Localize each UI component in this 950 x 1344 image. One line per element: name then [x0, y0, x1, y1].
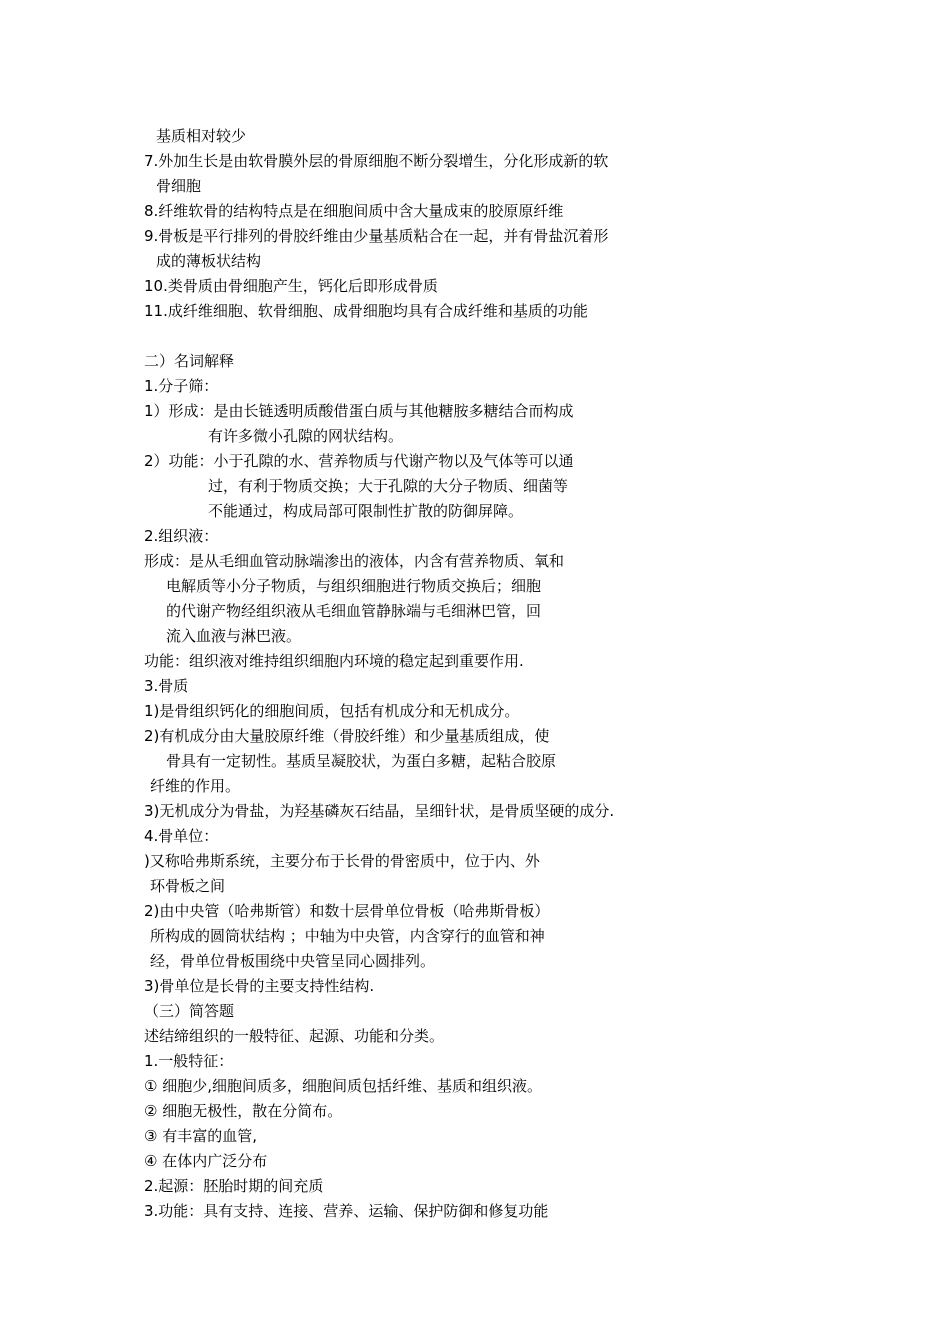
text-line: 有许多微小孔隙的网状结构。	[208, 427, 404, 445]
text-line: 2)有机成分由大量胶原纤维（骨胶纤维）和少量基质组成，使	[144, 727, 550, 745]
list-item: ② 细胞无极性，散在分简布。	[144, 1102, 343, 1120]
text-line: 2)由中央管（哈弗斯管）和数十层骨单位骨板（哈弗斯骨板）	[144, 902, 550, 920]
list-item: ③ 有丰富的血管,	[144, 1127, 257, 1145]
text-line: 9.骨板是平行排列的骨胶纤维由少量基质粘合在一起，并有骨盐沉着形	[144, 227, 609, 245]
text-line: 骨具有一定韧性。基质呈凝胶状，为蛋白多糖，起粘合胶原	[166, 752, 557, 770]
section-heading: （三）简答题	[144, 1002, 235, 1020]
text-line: 基质相对较少	[156, 127, 247, 145]
text-line: 经，骨单位骨板围绕中央管呈同心圆排列。	[150, 952, 436, 970]
text-line: 流入血液与淋巴液。	[166, 627, 302, 645]
text-line: 8.纤维软骨的结构特点是在细胞间质中含大量成束的胶原原纤维	[144, 202, 564, 220]
text-line: 功能：组织液对维持组织细胞内环境的稳定起到重要作用.	[144, 652, 524, 670]
text-line: 电解质等小分子物质，与组织细胞进行物质交换后；细胞	[166, 577, 542, 595]
list-item: ① 细胞少,细胞间质多，细胞间质包括纤维、基质和组织液。	[144, 1077, 542, 1095]
text-line: 3.功能：具有支持、连接、营养、运输、保护防御和修复功能	[144, 1202, 549, 1220]
text-line: 1)是骨组织钙化的细胞间质，包括有机成分和无机成分。	[144, 702, 520, 720]
text-line: 3)骨单位是长骨的主要支持性结构.	[144, 977, 375, 995]
text-line: 11.成纤维细胞、软骨细胞、成骨细胞均具有合成纤维和基质的功能	[144, 302, 588, 320]
text-line: 2）功能：小于孔隙的水、营养物质与代谢产物以及气体等可以通	[144, 452, 574, 470]
text-line: 形成：是从毛细血管动脉端渗出的液体，内含有营养物质、氧和	[144, 552, 565, 570]
section-heading: 二）名词解释	[144, 352, 235, 370]
text-line: 纤维的作用。	[150, 777, 241, 795]
text-line: )又称哈弗斯系统，主要分布于长骨的骨密质中，位于内、外	[144, 852, 540, 870]
text-line: 过，有利于物质交换；大于孔隙的大分子物质、细菌等	[208, 477, 569, 495]
text-line: 3.骨质	[144, 677, 189, 695]
text-line: 所构成的圆筒状结构 ；中轴为中央管，内含穿行的血管和神	[150, 927, 545, 945]
text-line: 1）形成：是由长链透明质酸借蛋白质与其他糖胺多糖结合而构成	[144, 402, 574, 420]
text-line: 述结缔组织的一般特征、起源、功能和分类。	[144, 1027, 445, 1045]
text-line: 7.外加生长是由软骨膜外层的骨原细胞不断分裂增生，分化形成新的软	[144, 152, 609, 170]
text-line: 成的薄板状结构	[156, 252, 262, 270]
text-line: 2.起源：胚胎时期的间充质	[144, 1177, 324, 1195]
text-line: 1.一般特征：	[144, 1052, 234, 1070]
text-line: 不能通过，构成局部可限制性扩散的防御屏障。	[208, 502, 524, 520]
text-line: 的代谢产物经组织液从毛细血管静脉端与毛细淋巴管，回	[166, 602, 542, 620]
text-line: 1.分子筛：	[144, 377, 219, 395]
text-line: 2.组织液：	[144, 527, 219, 545]
text-line: 环骨板之间	[150, 877, 226, 895]
text-line: 骨细胞	[156, 177, 202, 195]
text-line: 4.骨单位：	[144, 827, 219, 845]
text-line: 3)无机成分为骨盐，为羟基磷灰石结晶，呈细针状，是骨质坚硬的成分.	[144, 802, 615, 820]
text-line: 10.类骨质由骨细胞产生，钙化后即形成骨质	[144, 277, 438, 295]
list-item: ④ 在体内广泛分布	[144, 1152, 268, 1170]
